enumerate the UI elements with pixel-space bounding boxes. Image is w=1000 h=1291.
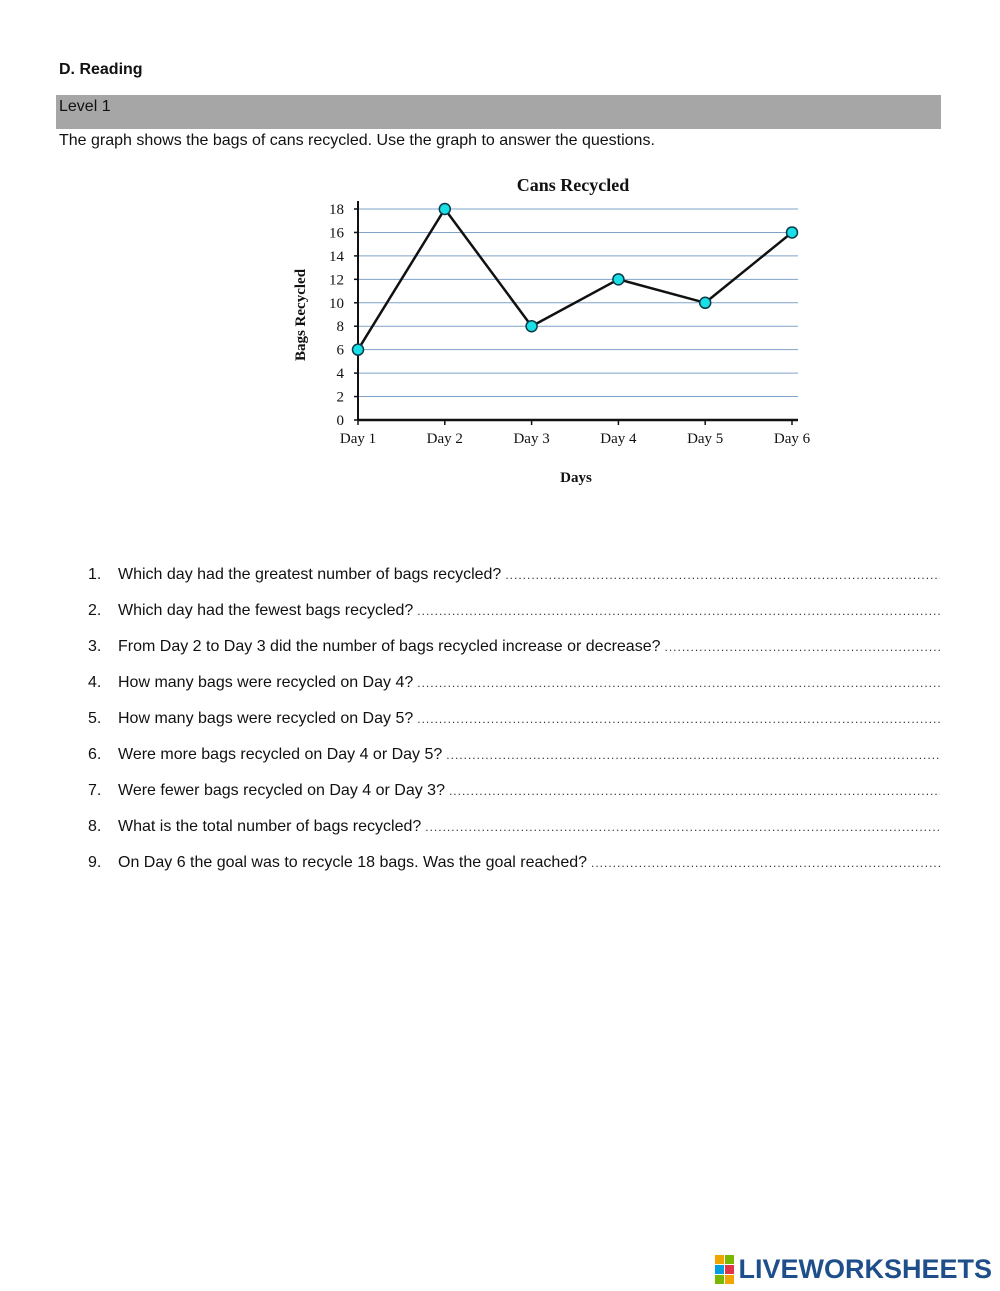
level-label: Level 1 bbox=[59, 98, 111, 115]
question-item bbox=[88, 746, 940, 782]
question-item bbox=[88, 782, 940, 818]
level-bar bbox=[56, 95, 941, 129]
question-list bbox=[88, 566, 940, 890]
question-text: Which day had the greatest number of bags recycled? bbox=[118, 566, 502, 583]
y-tick-label: 0 bbox=[336, 413, 344, 429]
question-item bbox=[88, 710, 940, 746]
x-tick-label: Day 2 bbox=[426, 431, 463, 447]
x-axis-label: Days bbox=[560, 470, 592, 486]
instructions-text: The graph shows the bags of cans recycled. Use the graph to answer the questions. bbox=[59, 132, 655, 149]
answer-line[interactable] bbox=[505, 568, 940, 582]
y-axis-label: Bags Recycled bbox=[293, 268, 309, 362]
data-point bbox=[700, 297, 711, 308]
question-number: 5. bbox=[88, 710, 102, 727]
question-text: Which day had the fewest bags recycled? bbox=[118, 602, 414, 619]
question-item bbox=[88, 638, 940, 674]
data-point bbox=[353, 344, 364, 355]
question-text: What is the total number of bags recycled? bbox=[118, 818, 422, 835]
data-point bbox=[613, 274, 624, 285]
answer-line[interactable] bbox=[417, 604, 940, 618]
question-item bbox=[88, 566, 940, 602]
question-number: 8. bbox=[88, 818, 102, 835]
data-point bbox=[439, 204, 450, 215]
question-text: Were more bags recycled on Day 4 or Day 5? bbox=[118, 746, 443, 763]
x-tick-label: Day 5 bbox=[687, 431, 724, 447]
answer-line[interactable] bbox=[417, 712, 940, 726]
logo-blocks-icon bbox=[715, 1255, 734, 1284]
answer-line[interactable] bbox=[665, 640, 941, 654]
data-point bbox=[787, 227, 798, 238]
x-tick-label: Day 6 bbox=[773, 431, 811, 447]
question-number: 2. bbox=[88, 602, 102, 619]
question-number: 3. bbox=[88, 638, 102, 655]
answer-line[interactable] bbox=[446, 748, 940, 762]
y-tick-label: 18 bbox=[329, 202, 344, 218]
question-text: From Day 2 to Day 3 did the number of bags recycled increase or decrease? bbox=[118, 638, 661, 655]
question-item bbox=[88, 854, 940, 890]
section-title: D. Reading bbox=[59, 61, 143, 78]
cans-recycled-chart bbox=[280, 168, 840, 498]
y-tick-labels bbox=[329, 202, 345, 429]
question-item bbox=[88, 818, 940, 854]
x-tick-labels bbox=[340, 431, 811, 447]
y-tick-label: 8 bbox=[336, 319, 344, 336]
answer-line[interactable] bbox=[591, 856, 940, 870]
chart-title: Cans Recycled bbox=[516, 175, 630, 195]
question-number: 6. bbox=[88, 746, 102, 763]
logo-text: LIVEWORKSHEETS bbox=[738, 1254, 992, 1284]
question-text: Were fewer bags recycled on Day 4 or Day 3? bbox=[118, 782, 445, 799]
y-tick-label: 2 bbox=[336, 389, 344, 406]
y-tick-label: 14 bbox=[329, 248, 344, 265]
data-point bbox=[526, 321, 537, 332]
y-tick-label: 12 bbox=[329, 272, 344, 289]
question-item bbox=[88, 674, 940, 710]
x-tick-label: Day 3 bbox=[513, 431, 550, 447]
answer-line[interactable] bbox=[417, 676, 940, 690]
x-tick-label: Day 4 bbox=[600, 431, 637, 447]
x-tick-label: Day 1 bbox=[339, 431, 377, 447]
question-item bbox=[88, 602, 940, 638]
answer-line[interactable] bbox=[425, 820, 940, 834]
question-number: 7. bbox=[88, 782, 102, 799]
chart-gridlines bbox=[358, 209, 798, 397]
question-text: How many bags were recycled on Day 5? bbox=[118, 710, 414, 727]
chart-axes bbox=[354, 201, 798, 425]
y-tick-label: 10 bbox=[329, 295, 344, 312]
question-number: 4. bbox=[88, 674, 102, 691]
y-tick-label: 6 bbox=[336, 342, 344, 359]
answer-line[interactable] bbox=[449, 784, 940, 798]
liveworksheets-logo bbox=[715, 1254, 992, 1285]
y-tick-label: 16 bbox=[329, 225, 344, 242]
question-number: 9. bbox=[88, 854, 102, 871]
y-tick-label: 4 bbox=[336, 366, 344, 383]
question-text: On Day 6 the goal was to recycle 18 bags. Was the goal reached? bbox=[118, 854, 588, 871]
question-text: How many bags were recycled on Day 4? bbox=[118, 674, 414, 691]
question-number: 1. bbox=[88, 566, 102, 583]
